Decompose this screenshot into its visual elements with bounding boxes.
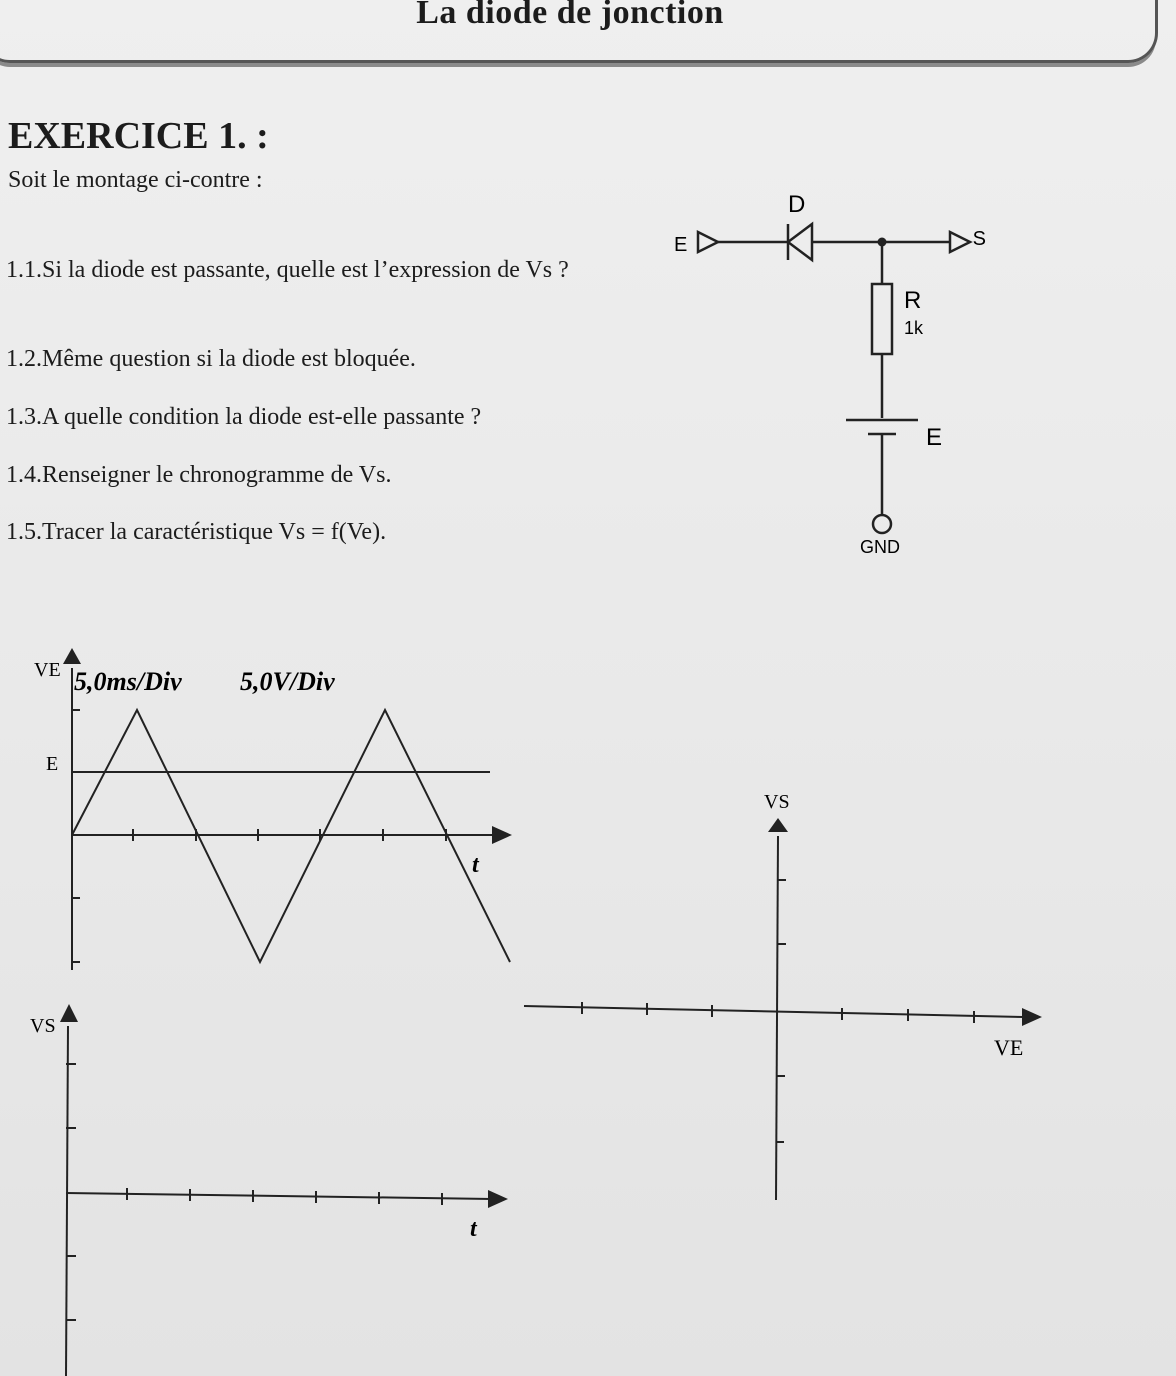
vs-time-axis	[66, 1193, 492, 1199]
ve-time-label: t	[472, 852, 479, 878]
vs-time-label: t	[470, 1216, 477, 1242]
question-1-1: 1.1.Si la diode est passante, quelle est l’expression de Vs ?	[6, 257, 569, 283]
vs-y-axis	[66, 1026, 68, 1376]
source-label: E	[926, 424, 943, 451]
transfer-ve-label: VE	[994, 1035, 1024, 1060]
page-title: La diode de jonction	[416, 0, 724, 31]
transfer-y-axis	[776, 836, 778, 1200]
vs-chronogram	[0, 1000, 540, 1376]
question-1-5: 1.5.Tracer la caractéristique Vs = f(Ve).	[6, 519, 387, 545]
transfer-x-axis	[524, 1006, 1024, 1017]
ground-terminal	[873, 515, 891, 533]
vs-x-arrow	[488, 1190, 508, 1208]
volt-scale-label: 5,0V/Div	[240, 667, 335, 696]
ve-x-arrow	[492, 826, 512, 844]
ground-label: GND	[860, 537, 900, 557]
vs-y-arrow	[60, 1004, 78, 1022]
circuit-input-label: E	[674, 234, 688, 256]
ve-axis-label: VE	[34, 659, 61, 681]
vs-time-axis-label: VS	[30, 1015, 56, 1037]
question-1-2: 1.2.Même question si la diode est bloquée.	[6, 346, 416, 372]
ve-y-arrow	[63, 648, 81, 664]
transfer-x-arrow	[1022, 1008, 1042, 1026]
question-1-4: 1.4.Renseigner le chronogramme de Vs.	[6, 462, 392, 488]
diode-label: D	[788, 191, 806, 218]
resistor-label: R	[904, 287, 922, 314]
transfer-y-arrow	[768, 818, 788, 832]
transfer-vs-label: VS	[764, 791, 790, 813]
input-port	[698, 232, 718, 252]
diode-symbol	[788, 224, 812, 260]
circuit-output-label: S	[972, 228, 986, 250]
e-level-label: E	[46, 753, 59, 775]
exercise-intro: Soit le montage ci-contre :	[8, 167, 263, 193]
circuit-diagram	[660, 180, 986, 570]
resistor-value: 1k	[904, 318, 924, 338]
time-scale-label: 5,0ms/Div	[74, 667, 182, 696]
transfer-characteristic	[520, 780, 1060, 1210]
output-port	[950, 232, 970, 252]
resistor-symbol	[872, 284, 892, 354]
exercise-title: EXERCICE 1. :	[8, 115, 269, 157]
question-1-3: 1.3.A quelle condition la diode est-elle passante ?	[6, 404, 482, 430]
ve-chronogram	[0, 640, 540, 980]
